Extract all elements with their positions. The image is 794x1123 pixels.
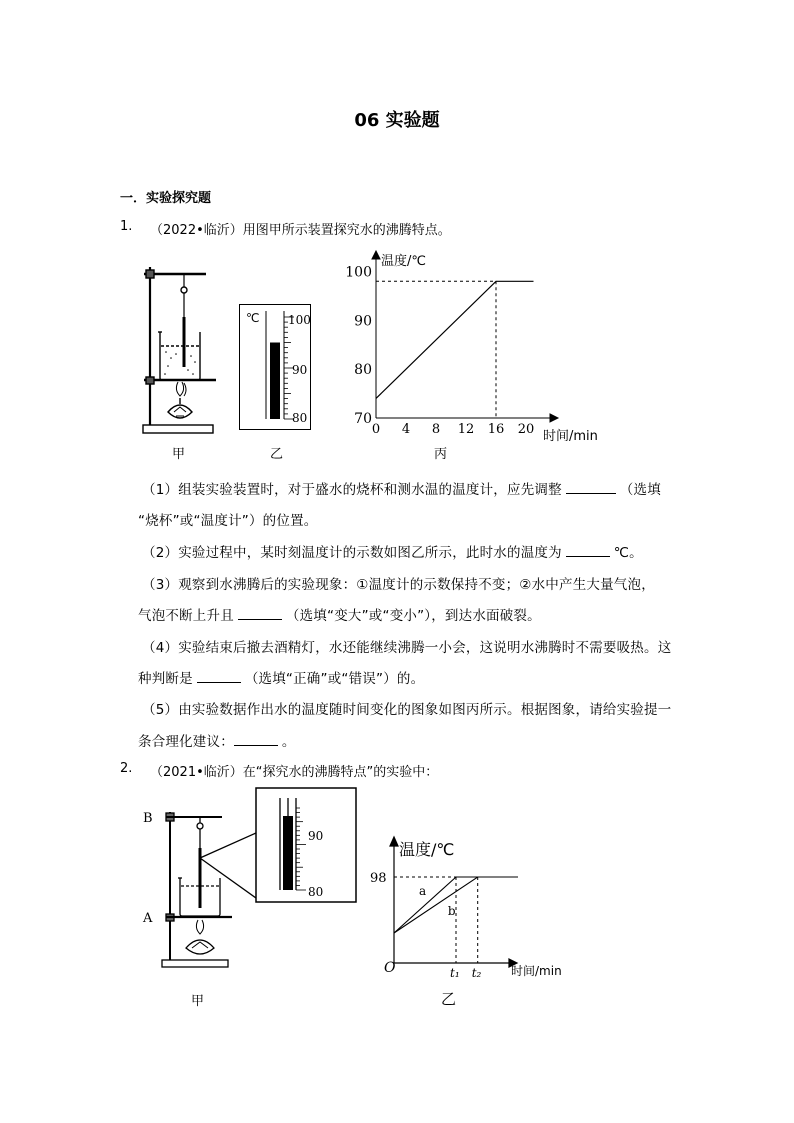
y-tick-label: 100: [345, 264, 372, 281]
stand-base: [143, 425, 213, 433]
q1-part5-line1: （5）由实验数据作出水的温度随时间变化的图象如图丙所示。根据图象，请给实验提一: [142, 702, 672, 718]
y-axis-label: 温度/℃: [399, 840, 455, 859]
page-title: 06 实验题: [354, 110, 440, 131]
x-mark-label: t₂: [471, 966, 482, 980]
q1-number: 1.: [120, 219, 133, 234]
q2-fig-jia-label: 甲: [191, 994, 205, 1009]
q1-stem: （2022•临沂）用图甲所示装置探究水的沸腾特点。: [150, 223, 451, 238]
answer-blank-5[interactable]: [234, 733, 278, 746]
q2-temperature-chart: [366, 833, 576, 983]
thermo-tick-100: 100: [288, 313, 311, 327]
q1-fig-jia-label: 甲: [172, 447, 186, 462]
series-line: [376, 281, 534, 398]
mercury-column: [270, 343, 280, 420]
x-tick-label: 20: [517, 422, 535, 437]
q1-part2: （2）实验过程中，某时刻温度计的示数如图乙所示，此时水的温度为 ℃。: [142, 545, 643, 561]
flame: [176, 382, 186, 396]
x-mark-label: t₁: [450, 966, 460, 980]
y-tick-label: 90: [354, 313, 372, 330]
q1-part1-line1: （1）组装实验装置时，对于盛水的烧杯和测水温的温度计，应先调整 （选填: [142, 482, 661, 498]
series-label-a: a: [419, 884, 427, 898]
thermo-unit: ℃: [246, 311, 260, 325]
q1-part3-line2: 气泡不断上升且 （选填“变大”或“变小”），到达水面破裂。: [138, 608, 541, 624]
q2-fig-yi-label: 乙: [441, 990, 457, 1008]
q2-apparatus-figure: [138, 786, 360, 972]
answer-blank-4[interactable]: [197, 670, 241, 683]
q1-thermometer-box: [239, 304, 311, 430]
q1-fig-bing-label: 丙: [434, 447, 448, 462]
q1-part5-line2: 条合理化建议： 。: [138, 734, 296, 750]
stand-base: [162, 960, 228, 967]
thermo-tick-90: 90: [292, 363, 308, 377]
x-tick-label: 0: [371, 422, 381, 437]
origin-label: O: [384, 960, 396, 976]
x-axis-label: 时间/min: [511, 964, 562, 978]
q2-number: 2.: [120, 761, 133, 776]
y-tick-label: 70: [354, 411, 372, 427]
answer-blank-2[interactable]: [566, 544, 610, 557]
label-b: B: [143, 811, 153, 826]
x-tick-label: 16: [487, 422, 505, 437]
thermo-tick-80: 80: [308, 885, 324, 899]
q1-apparatus-figure: [138, 262, 218, 438]
magnified-thermometer-box: [256, 788, 356, 902]
y-tick-label: 80: [354, 362, 372, 379]
section-heading: 一．实验探究题: [120, 191, 212, 206]
q1-fig-yi-label: 乙: [270, 447, 284, 462]
q1-part4-line1: （4）实验结束后撤去酒精灯，水还能继续沸腾一小会，这说明水沸腾时不需要吸热。这: [142, 640, 672, 656]
x-axis-label: 时间/min: [543, 429, 598, 444]
series-label-b: b: [447, 904, 456, 918]
q1-part4-line2: 种判断是 （选填“正确”或“错误”）的。: [138, 671, 425, 687]
flame: [196, 920, 203, 934]
q1-part3-line1: （3）观察到水沸腾后的实验现象：①温度计的示数保持不变；②水中产生大量气泡，: [142, 577, 655, 593]
q1-part1-line2: “烧杯”或“温度计”）的位置。: [138, 513, 318, 529]
x-tick-label: 4: [401, 422, 411, 437]
y-axis-label: 温度/℃: [381, 254, 426, 269]
q1-temperature-chart: [338, 246, 618, 446]
answer-blank-1[interactable]: [566, 481, 616, 494]
thermo-tick-80: 80: [292, 411, 308, 425]
x-tick-label: 12: [457, 422, 475, 437]
beaker: [160, 332, 200, 380]
mercury-column: [283, 816, 293, 890]
answer-blank-3[interactable]: [238, 607, 282, 620]
q2-stem: （2021•临沂）在“探究水的沸腾特点”的实验中：: [150, 765, 439, 780]
y-tick-label: 98: [370, 871, 387, 886]
thermo-tick-90: 90: [308, 829, 324, 843]
label-a: A: [143, 911, 153, 926]
series-line-a: [394, 877, 499, 933]
x-tick-label: 8: [431, 422, 441, 437]
